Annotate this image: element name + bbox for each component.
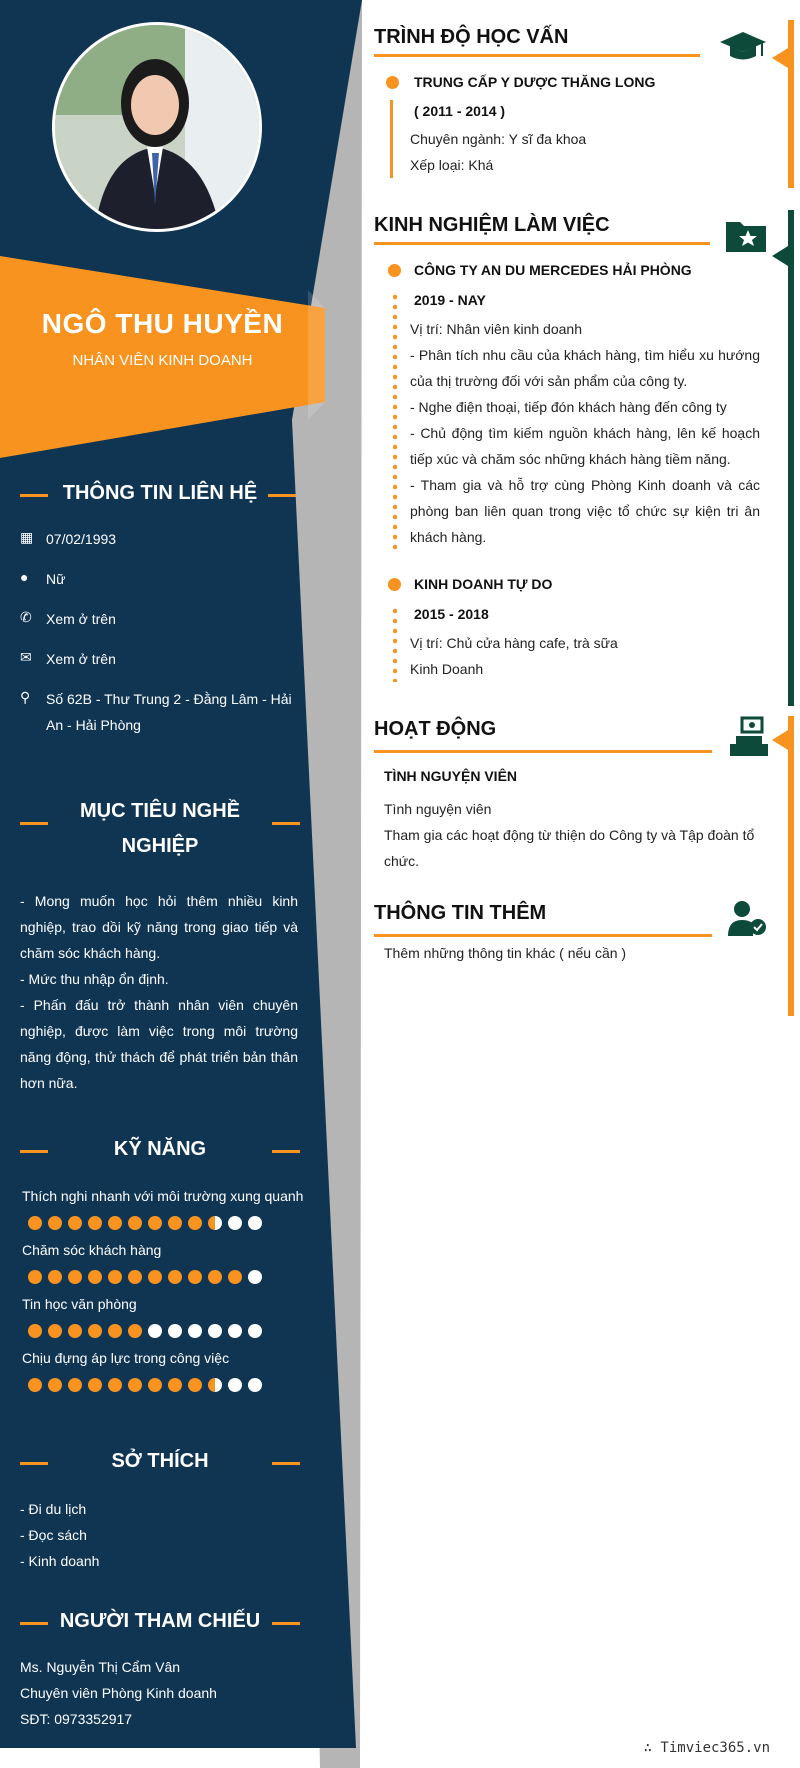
contact-phone-text: Xem ở trên [46, 611, 116, 627]
job-description [410, 630, 618, 682]
experience-title: KINH NGHIỆM LÀM VIỆC [374, 214, 610, 236]
job-period: 2019 - NAY [414, 292, 486, 308]
contact-birthday-text: 07/02/1993 [46, 531, 117, 547]
objective-line: - Mong muốn học hỏi thêm nhiều kinh nghiệp, trao dồi kỹ năng trong giao tiếp và chăm sóc khách hàng. [20, 893, 298, 961]
timeline-dotted-line [393, 606, 397, 682]
rating-dot [48, 1270, 62, 1284]
skills-title: KỸ NĂNG [113, 1138, 207, 1160]
rating-dot [148, 1216, 162, 1230]
rating-dot [228, 1270, 242, 1284]
candidate-name: NGÔ THU HUYỀN [41, 308, 284, 339]
timeline-bullet [388, 578, 401, 591]
rating-dot [108, 1324, 122, 1338]
exp-side-line [788, 210, 794, 706]
section-dash-right [272, 1622, 300, 1625]
candidate-role: NHÂN VIÊN KINH DOANH [72, 352, 253, 369]
rating-dot [48, 1378, 62, 1392]
edu-side-line [788, 20, 794, 188]
skill-rating [28, 1324, 262, 1338]
skill-name: Chịu đựng áp lực trong công việc [22, 1350, 230, 1366]
reference-name: Ms. Nguyễn Thị Cẩm Vân [20, 1659, 181, 1675]
section-dash-right [272, 1150, 300, 1153]
education-grade: Xếp loại: Khá [410, 157, 494, 173]
contact-gender [20, 566, 310, 592]
objective-line: - Mức thu nhập ổn định. [20, 971, 169, 987]
profile-photo [52, 22, 262, 232]
rating-dot [68, 1270, 82, 1284]
rating-dot [48, 1324, 62, 1338]
section-dash-left [20, 494, 48, 497]
act-side-line [788, 716, 794, 1016]
education-period: ( 2011 - 2014 ) [414, 103, 506, 119]
email-icon: ✉ [20, 649, 32, 665]
edu-side-arrow [772, 48, 788, 68]
rating-dot [188, 1216, 202, 1230]
hobbies-list [20, 1496, 310, 1574]
rating-dot [208, 1270, 222, 1284]
rating-dot [228, 1216, 242, 1230]
skill-name: Chăm sóc khách hàng [22, 1242, 162, 1258]
rating-dot [228, 1324, 242, 1338]
job-line: Vị trí: Chủ cửa hàng cafe, trà sữa [410, 635, 618, 651]
skill-rating [28, 1270, 262, 1284]
list-item: - Kinh doanh [20, 1553, 100, 1569]
section-rule [374, 54, 700, 57]
section-dash-right [272, 822, 300, 825]
job-period: 2015 - 2018 [414, 606, 489, 622]
reference-phone: SĐT: 0973352917 [20, 1711, 133, 1727]
rating-dot [108, 1378, 122, 1392]
rating-dot [228, 1378, 242, 1392]
timeline-bullet [388, 264, 401, 277]
timeline-line [390, 100, 393, 178]
section-dash-right [272, 1462, 300, 1465]
timeline-bullet [386, 76, 399, 89]
job-line: - Phân tích nhu cầu của khách hàng, tìm hiểu xu hướng của thị trường đối với sản phẩm của công ty. [410, 347, 760, 389]
rating-dot [208, 1324, 222, 1338]
skill-name: Thích nghi nhanh với môi trường xung quanh [22, 1188, 304, 1204]
rating-dot [168, 1270, 182, 1284]
list-item: - Đọc sách [20, 1527, 87, 1543]
rating-dot [188, 1270, 202, 1284]
education-title: TRÌNH ĐỘ HỌC VẤN [374, 26, 569, 48]
skill-rating [28, 1216, 262, 1230]
location-pin-icon: ⚲ [20, 689, 31, 705]
rating-dot [28, 1216, 42, 1230]
rating-dot [88, 1378, 102, 1392]
section-dash-left [20, 822, 48, 825]
job-company: CÔNG TY AN DU MERCEDES HẢI PHÒNG [414, 262, 692, 278]
rating-dot [88, 1270, 102, 1284]
rating-dot [88, 1324, 102, 1338]
job-line: - Chủ động tìm kiếm nguồn khách hàng, lên kế hoạch tiếp xúc và chăm sóc những khách hàng tiềm năng. [410, 425, 760, 467]
education-school: TRUNG CẤP Y DƯỢC THĂNG LONG [414, 74, 656, 90]
additional-text: Thêm những thông tin khác ( nếu cần ) [384, 945, 627, 961]
person-icon: ● [20, 569, 29, 585]
rating-dot [148, 1378, 162, 1392]
job-line: - Nghe điện thoại, tiếp đón khách hàng đến công ty [410, 399, 727, 415]
skill-name: Tin học văn phòng [22, 1296, 137, 1312]
rating-dot [168, 1378, 182, 1392]
rating-dot [128, 1270, 142, 1284]
activity-heading: TÌNH NGUYỆN VIÊN [384, 768, 518, 784]
job-company: KINH DOANH TỰ DO [414, 576, 553, 592]
rating-dot [188, 1324, 202, 1338]
contact-gender-text: Nữ [46, 571, 66, 587]
rating-dot [68, 1378, 82, 1392]
brand-watermark: ∴ Timviec365.vn [643, 1740, 770, 1756]
section-rule [374, 242, 710, 245]
activity-description [384, 796, 758, 874]
section-dash-right [268, 494, 296, 497]
rating-dot [128, 1216, 142, 1230]
rating-dot [148, 1324, 162, 1338]
contact-email [20, 646, 310, 672]
rating-dot [28, 1378, 42, 1392]
section-rule [374, 750, 712, 753]
act-side-arrow [772, 730, 788, 750]
phone-icon: ✆ [20, 609, 32, 625]
activity-podium-icon [730, 716, 768, 761]
rating-dot [148, 1270, 162, 1284]
rating-dot [128, 1378, 142, 1392]
references-title: NGƯỜI THAM CHIẾU [59, 1610, 261, 1632]
person-check-icon [728, 900, 766, 941]
section-dash-left [20, 1150, 48, 1153]
job-line: Kinh Doanh [410, 661, 484, 677]
contact-email-text: Xem ở trên [46, 651, 116, 667]
activity-line: Tham gia các hoạt động từ thiện do Công ty và Tập đoàn tổ chức. [384, 827, 755, 869]
rating-dot [208, 1378, 222, 1392]
rating-dot [88, 1216, 102, 1230]
objective-title-line1: MỤC TIÊU NGHỀ [80, 800, 240, 822]
additional-title: THÔNG TIN THÊM [374, 902, 547, 924]
rating-dot [128, 1324, 142, 1338]
rating-dot [168, 1324, 182, 1338]
contact-phone [20, 606, 310, 632]
rating-dot [28, 1324, 42, 1338]
job-description [410, 316, 760, 550]
section-dash-left [20, 1462, 48, 1465]
references-list [20, 1654, 310, 1732]
section-rule [374, 934, 712, 937]
graduation-cap-icon [720, 30, 766, 69]
rating-dot [188, 1378, 202, 1392]
briefcase-star-icon [726, 218, 766, 257]
objective-title [60, 794, 260, 864]
rating-dot [68, 1324, 82, 1338]
rating-dot [108, 1216, 122, 1230]
objective-title-line2: NGHIỆP [121, 835, 199, 857]
rating-dot [48, 1216, 62, 1230]
contact-address-text: Số 62B - Thư Trung 2 - Đằng Lâm - Hải An - Hải Phòng [46, 691, 292, 733]
rating-dot [248, 1378, 262, 1392]
list-item: - Đi du lịch [20, 1501, 87, 1517]
activities-title: HOẠT ĐỘNG [374, 718, 497, 740]
objective-text [20, 888, 298, 1096]
rating-dot [248, 1270, 262, 1284]
job-line: Vị trí: Nhân viên kinh doanh [410, 321, 582, 337]
skill-rating [28, 1378, 262, 1392]
contact-address [20, 686, 310, 738]
rating-dot [108, 1270, 122, 1284]
rating-dot [68, 1216, 82, 1230]
rating-dot [248, 1216, 262, 1230]
rating-dot [248, 1324, 262, 1338]
contact-title: THÔNG TIN LIÊN HỆ [62, 482, 258, 504]
timeline-dotted-line [393, 292, 397, 554]
exp-side-arrow [772, 246, 788, 266]
contact-birthday [20, 526, 310, 552]
hobbies-title: SỞ THÍCH [111, 1450, 209, 1472]
job-line: - Tham gia và hỗ trợ cùng Phòng Kinh doanh và các phòng ban liên quan trong việc tổ chức sự kiện tri ân khách hàng. [410, 477, 760, 545]
calendar-icon: ▦ [20, 529, 34, 545]
objective-line: - Phấn đấu trở thành nhân viên chuyên nghiệp, được làm việc trong môi trường năng động, thử thách để phát triển bản thân hơn nữa. [20, 997, 298, 1091]
activity-line: Tình nguyện viên [384, 801, 492, 817]
section-dash-left [20, 1622, 48, 1625]
rating-dot [28, 1270, 42, 1284]
reference-position: Chuyên viên Phòng Kinh doanh [20, 1685, 217, 1701]
rating-dot [208, 1216, 222, 1230]
education-major: Chuyên ngành: Y sĩ đa khoa [410, 131, 587, 147]
rating-dot [168, 1216, 182, 1230]
